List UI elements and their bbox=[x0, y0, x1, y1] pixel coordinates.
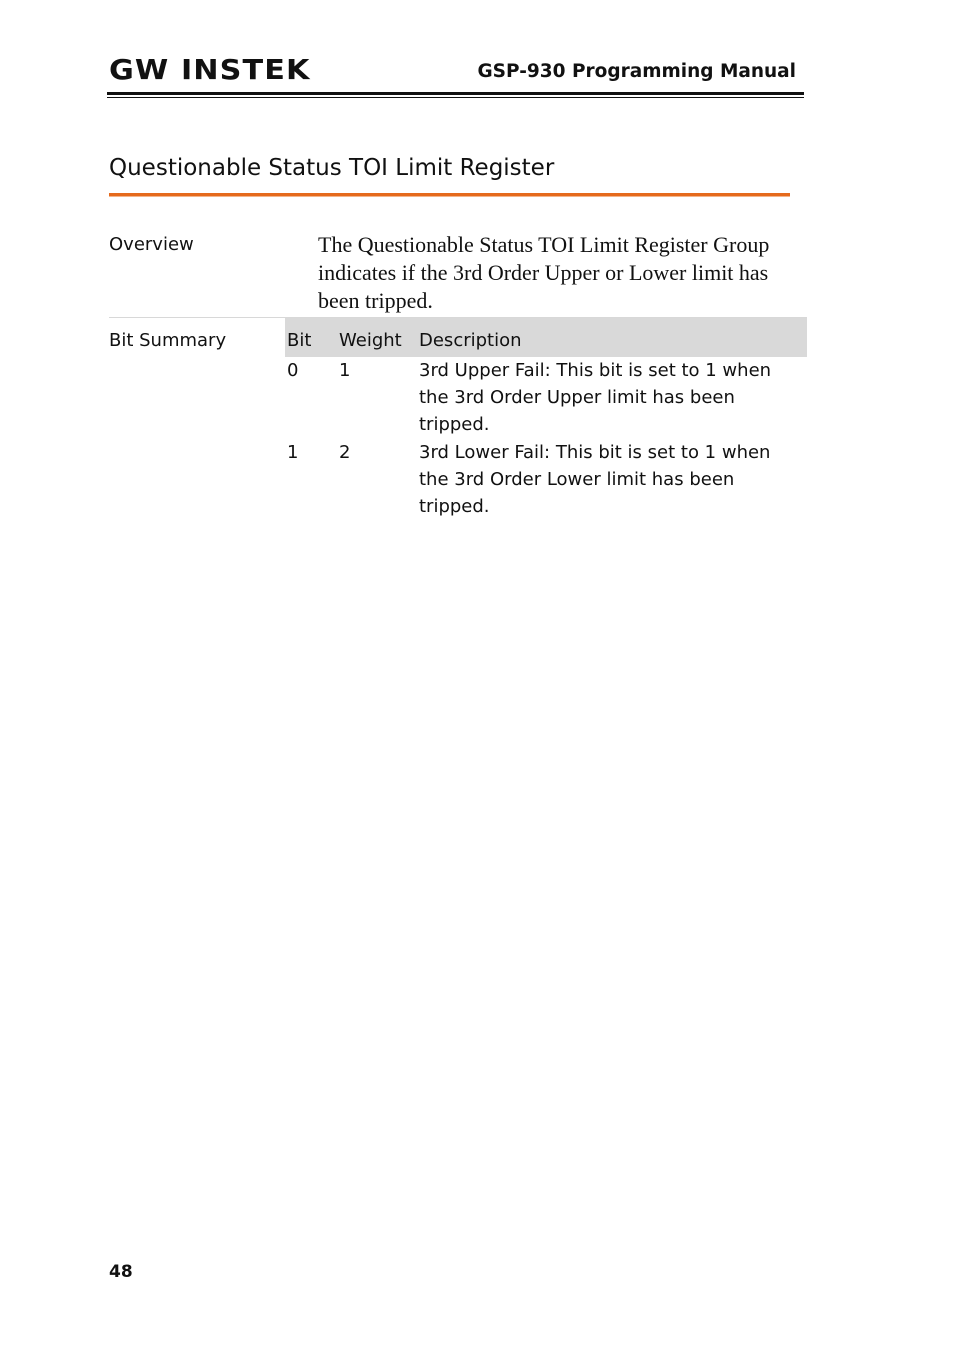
table-row-1-description: 3rd Lower Fail: This bit is set to 1 when the 3rd Order Lower limit has been tripped. bbox=[419, 442, 771, 517]
column-header-weight: Weight bbox=[339, 330, 402, 351]
table-row-0-weight: 1 bbox=[339, 360, 351, 381]
manual-title: GSP-930 Programming Manual bbox=[477, 61, 796, 82]
bit-summary-label: Bit Summary bbox=[109, 330, 227, 351]
header-rule bbox=[107, 92, 804, 95]
table-row-1-bit: 1 bbox=[287, 442, 299, 463]
column-header-bit: Bit bbox=[287, 330, 312, 351]
table-row-0-description: 3rd Upper Fail: This bit is set to 1 when the 3rd Order Upper limit has been tripped. bbox=[419, 360, 772, 435]
overview-label: Overview bbox=[109, 234, 194, 255]
section-underline-shadow bbox=[109, 196, 790, 197]
table-row-0-bit: 0 bbox=[287, 360, 299, 381]
table-row-1-weight: 2 bbox=[339, 442, 351, 463]
page-number: 48 bbox=[109, 1262, 133, 1282]
overview-text: The Questionable Status TOI Limit Register Group indicates if the 3rd Order Upper or Lower limit has been tripped. bbox=[318, 232, 770, 313]
header-rule-thin bbox=[107, 97, 804, 98]
column-header-description: Description bbox=[419, 330, 522, 351]
section-title: Questionable Status TOI Limit Register bbox=[109, 155, 555, 181]
brand-logo: GW INSTEK bbox=[109, 53, 311, 86]
